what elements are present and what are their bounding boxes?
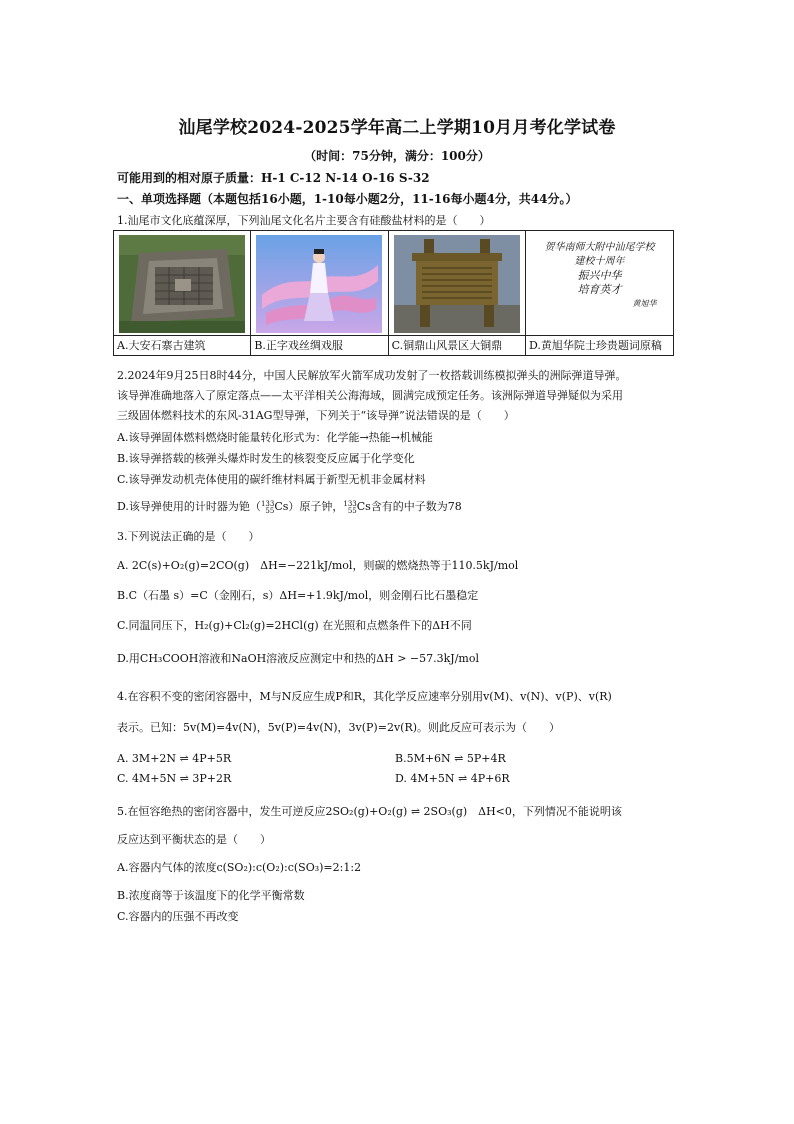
cesium-isotope-1: 133 55Cs xyxy=(260,500,289,515)
question-5-line-1: 5.在恒容绝热的密闭容器中，发生可逆反应2SO₂(g)+O₂(g) ⇌ 2SO₃(g) ΔH<0，下列情况不能说明该 xyxy=(117,805,622,818)
cesium-isotope-2: 133 55Cs xyxy=(343,500,371,515)
calligraphy-signature: 黄旭华 xyxy=(632,298,657,308)
bronze-ding-photo xyxy=(394,235,520,333)
question-1-image-table xyxy=(113,230,674,356)
question-4-option-c: C. 4M+5N ⇌ 3P+2R xyxy=(117,772,232,785)
question-3-stem: 3.下列说法正确的是（ ） xyxy=(117,530,260,543)
option-d-label: D.黄旭华院士珍贵题词原稿 xyxy=(526,335,673,355)
option-d-suffix: 含有的中子数为78 xyxy=(370,500,462,513)
question-2-line-1: 2.2024年9月25日8时44分，中国人民解放军火箭军成功发射了一枚搭载训练模拟弹头的洲际弹道导弹。 xyxy=(117,369,627,382)
calligraphy-line-4: 培育英才 xyxy=(577,282,622,296)
question-5-line-2: 反应达到平衡状态的是（ ） xyxy=(117,833,271,846)
question-4-line-2: 表示。已知：5v(M)=4v(N)，5v(P)=4v(N)，3v(P)=2v(R)。则此反应可表示为（ ） xyxy=(117,721,561,734)
question-4-line-1: 4.在容积不变的密闭容器中，M与N反应生成P和R，其化学反应速率分别用v(M)、v(N)、v(P)、v(R) xyxy=(117,690,612,703)
calligraphy-manuscript xyxy=(532,235,666,333)
exam-subtitle: （时间：75分钟，满分：100分） xyxy=(304,149,490,163)
question-4-option-a: A. 3M+2N ⇌ 4P+5R xyxy=(117,752,232,765)
option-a-cell xyxy=(114,231,251,356)
atomic-masses: 可能用到的相对原子质量：H-1 C-12 N-14 O-16 S-32 xyxy=(117,171,430,185)
calligraphy-line-3: 振兴中华 xyxy=(577,268,622,282)
question-2-option-d xyxy=(117,498,462,515)
question-2-line-3: 三级固体燃料技术的东风-31AG型导弹，下列关于“该导弹”说法错误的是（ ） xyxy=(117,409,515,422)
option-d-prefix: D.该导弹使用的计时器为铯（ xyxy=(117,500,261,513)
question-5-option-a: A.容器内气体的浓度c(SO₂):c(O₂):c(SO₃)=2:1:2 xyxy=(117,861,362,874)
exam-title: 汕尾学校2024-2025学年高二上学期10月月考化学试卷 xyxy=(178,118,616,138)
question-3-option-a: A. 2C(s)+O₂(g)=2CO(g) ΔH=−221kJ/mol，则碳的燃烧热等于110.5kJ/mol xyxy=(117,559,519,572)
question-4-option-d: D. 4M+5N ⇌ 4P+6R xyxy=(395,772,510,785)
calligraphy-line-2: 建校十周年 xyxy=(574,255,625,267)
option-b-cell xyxy=(251,231,388,356)
calligraphy-line-1: 贺华南师大附中汕尾学校 xyxy=(544,241,655,253)
option-d-cell xyxy=(525,231,673,356)
question-2-option-b: B.该导弹搭载的核弹头爆炸时发生的核裂变反应属于化学变化 xyxy=(117,452,415,465)
question-3-option-c: C.同温同压下，H₂(g)+Cl₂(g)=2HCl(g) 在光照和点燃条件下的ΔH不同 xyxy=(117,619,472,632)
question-2-line-2: 该导弹准确地落入了原定落点——太平洋相关公海海域，圆满完成预定任务。该洲际弹道导弹疑似为采用 xyxy=(117,389,623,402)
option-b-label: B.正字戏丝绸戏服 xyxy=(251,335,387,355)
option-c-cell xyxy=(388,231,525,356)
question-3-option-d: D.用CH₃COOH溶液和NaOH溶液反应测定中和热的ΔH > −57.3kJ/mol xyxy=(117,652,479,665)
question-2-option-a: A.该导弹固体燃料燃烧时能量转化形式为：化学能→热能→机械能 xyxy=(117,431,433,444)
question-5-option-c: C.容器内的压强不再改变 xyxy=(117,910,239,923)
question-3-option-b: B.C（石墨 s）=C（金刚石，s）ΔH=+1.9kJ/mol，则金刚石比石墨稳定 xyxy=(117,589,479,602)
fortress-photo xyxy=(119,235,245,333)
question-5-option-b: B.浓度商等于该温度下的化学平衡常数 xyxy=(117,889,305,902)
question-1-stem: 1.汕尾市文化底蕴深厚，下列汕尾文化名片主要含有硅酸盐材料的是（ ） xyxy=(117,214,491,227)
option-a-label: A.大安石寨古建筑 xyxy=(114,335,250,355)
question-4-option-b: B.5M+6N ⇌ 5P+4R xyxy=(395,752,506,765)
section-heading: 一、单项选择题（本题包括16小题，1-10每小题2分，11-16每小题4分，共44分。） xyxy=(117,192,578,206)
option-c-label: C.铜鼎山风景区大铜鼎 xyxy=(389,335,525,355)
opera-costume-photo xyxy=(256,235,382,333)
question-2-option-c: C.该导弹发动机壳体使用的碳纤维材料属于新型无机非金属材料 xyxy=(117,473,426,486)
option-d-middle: ）原子钟， xyxy=(288,500,344,513)
